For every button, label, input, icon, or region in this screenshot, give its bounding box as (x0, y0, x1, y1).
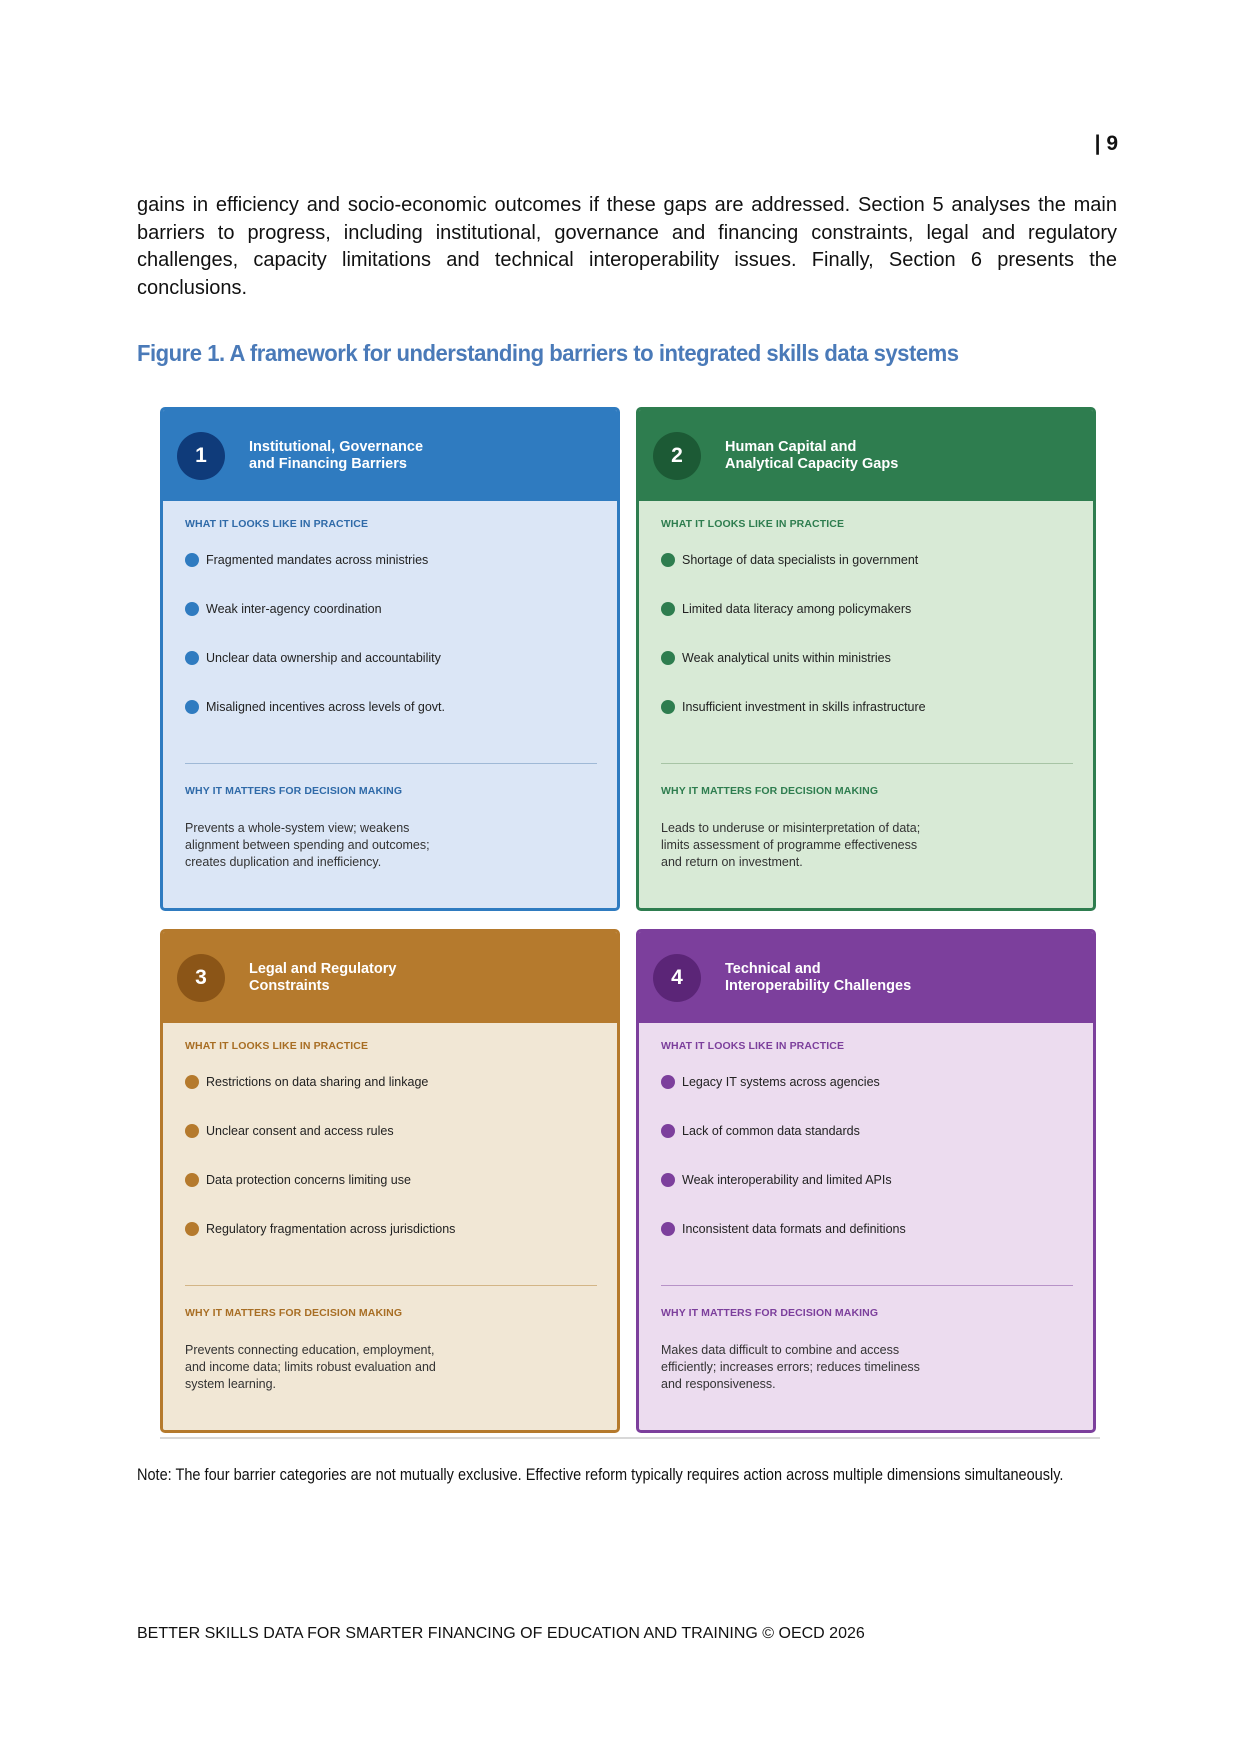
list-item-text: Restrictions on data sharing and linkage (206, 1075, 429, 1089)
figure-note: Note: The four barrier categories are not mutually exclusive. Effective reform typically requires action across multiple dimensions simultaneously. (137, 1466, 1064, 1484)
panel-legal (160, 929, 620, 1433)
panel-number-badge: 2 (653, 432, 701, 480)
list-item (661, 1124, 906, 1173)
barrier-framework-figure (160, 407, 1100, 1437)
list-item (185, 1124, 455, 1173)
practice-label: WHAT IT LOOKS LIKE IN PRACTICE (185, 1040, 369, 1052)
list-item (185, 651, 445, 700)
panel-number-badge: 1 (177, 432, 225, 480)
bullet-dot-icon (661, 700, 675, 714)
divider (185, 763, 597, 764)
bullet-dot-icon (661, 1173, 675, 1187)
why-label: WHY IT MATTERS FOR DECISION MAKING (185, 785, 403, 797)
list-item (661, 700, 926, 749)
list-item-text: Weak analytical units within ministries (682, 651, 891, 665)
list-item (185, 1075, 455, 1124)
bullet-dot-icon (185, 1124, 199, 1138)
intro-paragraph: gains in efficiency and socio-economic outcomes if these gaps are addressed. Section 5 analyses the main barriers to progress, including institutional, governance and financing constraints, legal and regulatory challenges, capacity limitations and technical interoperability issues. Finally, Section 6 presents the conclusions. (137, 194, 1117, 299)
page-number: | 9 (1094, 132, 1118, 155)
panel-human-capital (636, 407, 1096, 911)
list-item (185, 700, 445, 749)
bullet-dot-icon (185, 553, 199, 567)
panel-number-badge: 3 (177, 954, 225, 1002)
list-item-text: Regulatory fragmentation across jurisdictions (206, 1222, 456, 1236)
bullet-dot-icon (185, 700, 199, 714)
bullet-dot-icon (185, 1173, 199, 1187)
bullet-dot-icon (661, 1075, 675, 1089)
list-item (661, 651, 926, 700)
divider (661, 1285, 1073, 1286)
panel-title-line1: Human Capital and (725, 438, 857, 455)
panel-header (639, 932, 1093, 1023)
bullet-dot-icon (661, 1222, 675, 1236)
list-item-text: Misaligned incentives across levels of govt. (206, 700, 446, 714)
practice-list (661, 553, 926, 749)
list-item (185, 1173, 455, 1222)
why-text: Prevents a whole-system view; weakens alignment between spending and outcomes; creates duplication and inefficiency. (185, 821, 430, 869)
list-item-text: Limited data literacy among policymakers (682, 602, 912, 616)
panel-title-line1: Institutional, Governance (249, 438, 424, 455)
list-item-text: Insufficient investment in skills infrastructure (682, 700, 926, 714)
practice-label: WHAT IT LOOKS LIKE IN PRACTICE (661, 1040, 845, 1052)
divider (661, 763, 1073, 764)
bullet-dot-icon (661, 651, 675, 665)
bullet-dot-icon (661, 602, 675, 616)
list-item-text: Inconsistent data formats and definitions (682, 1222, 906, 1236)
list-item (661, 602, 926, 651)
list-item (661, 553, 926, 602)
panel-title-line2: Constraints (249, 977, 330, 994)
why-text: Makes data difficult to combine and access efficiently; increases errors; reduces timeliness and responsiveness. (661, 1343, 920, 1391)
panel-title-line1: Legal and Regulatory (249, 960, 397, 977)
list-item-text: Legacy IT systems across agencies (682, 1075, 880, 1089)
why-label: WHY IT MATTERS FOR DECISION MAKING (661, 785, 879, 797)
why-text: Leads to underuse or misinterpretation of data; limits assessment of programme effectiveness and return on investment. (661, 821, 921, 869)
list-item (661, 1173, 906, 1222)
panel-title (725, 439, 965, 473)
list-item-text: Unclear data ownership and accountability (206, 651, 441, 665)
panel-header (639, 410, 1093, 501)
panel-number-badge: 4 (653, 954, 701, 1002)
why-text: Prevents connecting education, employment, and income data; limits robust evaluation and system learning. (185, 1343, 436, 1391)
why-label: WHY IT MATTERS FOR DECISION MAKING (661, 1307, 879, 1319)
divider (185, 1285, 597, 1286)
panel-title-line2: and Financing Barriers (249, 455, 407, 472)
list-item-text: Weak inter-agency coordination (206, 602, 382, 616)
panel-title-line1: Technical and (725, 960, 821, 977)
list-item-text: Lack of common data standards (682, 1124, 860, 1138)
panel-title-line2: Interoperability Challenges (725, 977, 912, 994)
figure-title: Figure 1. A framework for understanding barriers to integrated skills data systems (137, 340, 959, 366)
list-item-text: Fragmented mandates across ministries (206, 553, 429, 567)
panel-header (163, 410, 617, 501)
list-item (185, 553, 445, 602)
bullet-dot-icon (185, 1222, 199, 1236)
bullet-dot-icon (661, 553, 675, 567)
panel-header (163, 932, 617, 1023)
panel-title (725, 961, 965, 995)
bullet-dot-icon (661, 1124, 675, 1138)
panel-technical (636, 929, 1096, 1433)
page-footer: BETTER SKILLS DATA FOR SMARTER FINANCING OF EDUCATION AND TRAINING © OECD 2026 (137, 1625, 865, 1642)
list-item (661, 1222, 906, 1271)
panel-title (249, 439, 489, 473)
practice-list (185, 553, 445, 749)
bullet-dot-icon (185, 1075, 199, 1089)
panel-title (249, 961, 489, 995)
practice-list (661, 1075, 906, 1271)
list-item (185, 602, 445, 651)
list-item-text: Unclear consent and access rules (206, 1124, 394, 1138)
list-item (661, 1075, 906, 1124)
practice-label: WHAT IT LOOKS LIKE IN PRACTICE (185, 518, 369, 530)
panel-title-line2: Analytical Capacity Gaps (725, 455, 899, 472)
list-item-text: Shortage of data specialists in government (682, 553, 919, 567)
panel-institutional (160, 407, 620, 911)
list-item (185, 1222, 455, 1271)
practice-label: WHAT IT LOOKS LIKE IN PRACTICE (661, 518, 845, 530)
list-item-text: Weak interoperability and limited APIs (682, 1173, 892, 1187)
list-item-text: Data protection concerns limiting use (206, 1173, 411, 1187)
why-label: WHY IT MATTERS FOR DECISION MAKING (185, 1307, 403, 1319)
bullet-dot-icon (185, 651, 199, 665)
figure-bottom-rule (160, 1437, 1100, 1439)
practice-list (185, 1075, 455, 1271)
bullet-dot-icon (185, 602, 199, 616)
